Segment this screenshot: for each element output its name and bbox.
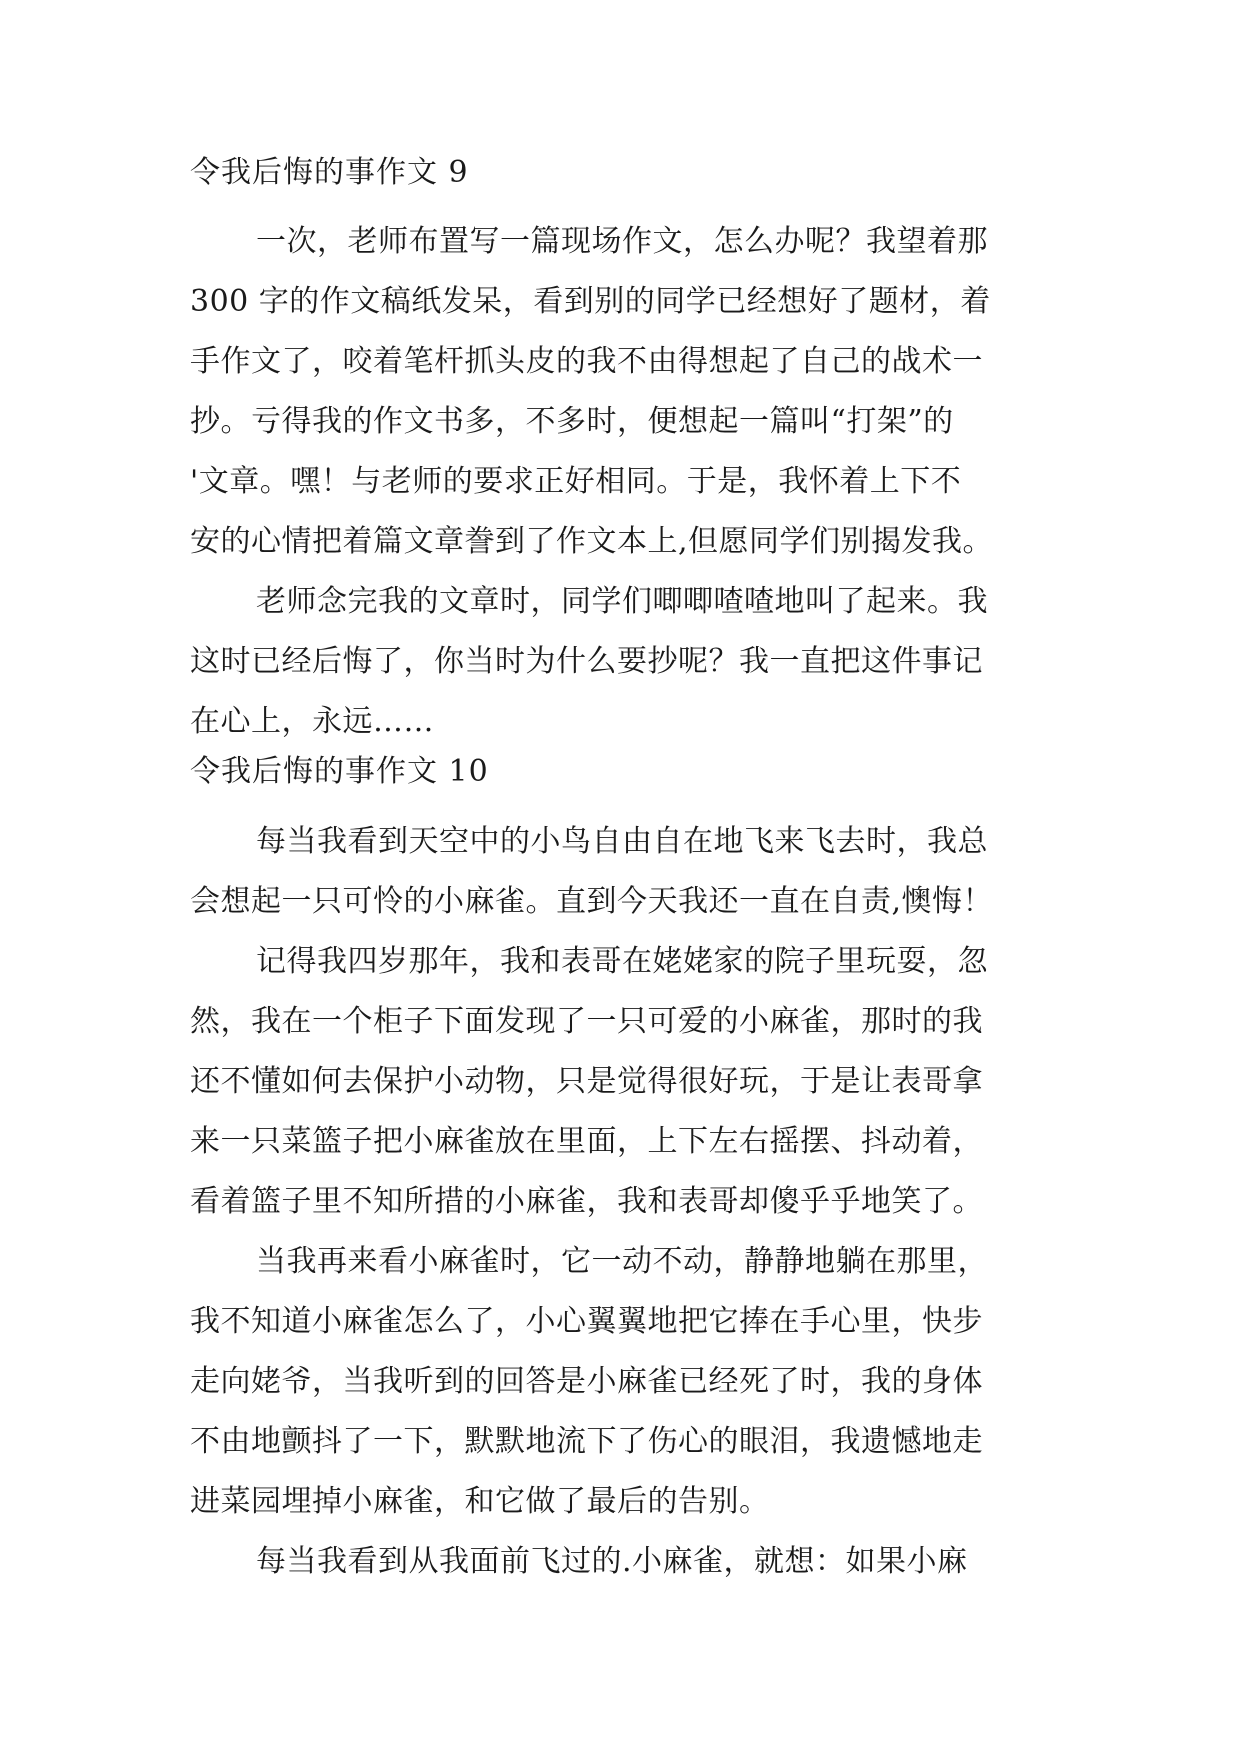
essay-9-p2-line-3: 在心上，永远…… (190, 704, 434, 739)
essay-9-title: 令我后悔的事作文 9 (190, 155, 469, 190)
essay-9-p2-line-2: 这时已经后悔了，你当时为什么要抄呢？我一直把这件事记 (190, 644, 983, 679)
essay-9-p1-line-3: 手作文了，咬着笔杆抓头皮的我不由得想起了自己的战术一 (190, 344, 983, 379)
essay-9-p2-line-1: 老师念完我的文章时，同学们唧唧喳喳地叫了起来。我 (256, 584, 988, 619)
essay-10-p1-line-1: 每当我看到天空中的小鸟自由自在地飞来飞去时，我总 (256, 824, 988, 859)
essay-9-p1-line-4: 抄。亏得我的作文书多，不多时，便想起一篇叫“打架”的 (190, 404, 954, 439)
essay-10-p3-line-3: 走向姥爷，当我听到的回答是小麻雀已经死了时，我的身体 (190, 1364, 983, 1399)
essay-10-p2-line-4: 来一只菜篮子把小麻雀放在里面，上下左右摇摆、抖动着， (190, 1124, 983, 1159)
essay-10-p3-line-4: 不由地颤抖了一下，默默地流下了伤心的眼泪，我遗憾地走 (190, 1424, 983, 1459)
essay-9-p1-line-2: 300 字的作文稿纸发呆，看到别的同学已经想好了题材，着 (190, 284, 991, 319)
essay-10-p4-line-1: 每当我看到从我面前飞过的.小麻雀，就想：如果小麻 (256, 1544, 968, 1579)
essay-10-p3-line-5: 进菜园埋掉小麻雀，和它做了最后的告别。 (190, 1484, 770, 1519)
essay-9-p1-line-5: '文章。嘿！与老师的要求正好相同。于是，我怀着上下不 (190, 464, 962, 499)
essay-10-p2-line-5: 看着篮子里不知所措的小麻雀，我和表哥却傻乎乎地笑了。 (190, 1184, 983, 1219)
essay-10-p2-line-3: 还不懂如何去保护小动物，只是觉得很好玩，于是让表哥拿 (190, 1064, 983, 1099)
essay-10-p2-line-2: 然，我在一个柜子下面发现了一只可爱的小麻雀，那时的我 (190, 1004, 983, 1039)
essay-9-p1-line-6: 安的心情把着篇文章誊到了作文本上,但愿同学们别揭发我。 (190, 524, 994, 559)
essay-10-title: 令我后悔的事作文 10 (190, 754, 489, 789)
essay-10-p3-line-2: 我不知道小麻雀怎么了，小心翼翼地把它捧在手心里，快步 (190, 1304, 983, 1339)
essay-10-p3-line-1: 当我再来看小麻雀时，它一动不动，静静地躺在那里， (256, 1244, 988, 1279)
essay-9-p1-line-1: 一次，老师布置写一篇现场作文，怎么办呢？我望着那 (256, 224, 988, 259)
essay-10-p2-line-1: 记得我四岁那年，我和表哥在姥姥家的院子里玩耍，忽 (256, 944, 988, 979)
essay-10-p1-line-2: 会想起一只可怜的小麻雀。直到今天我还一直在自责,懊悔！ (190, 884, 994, 919)
